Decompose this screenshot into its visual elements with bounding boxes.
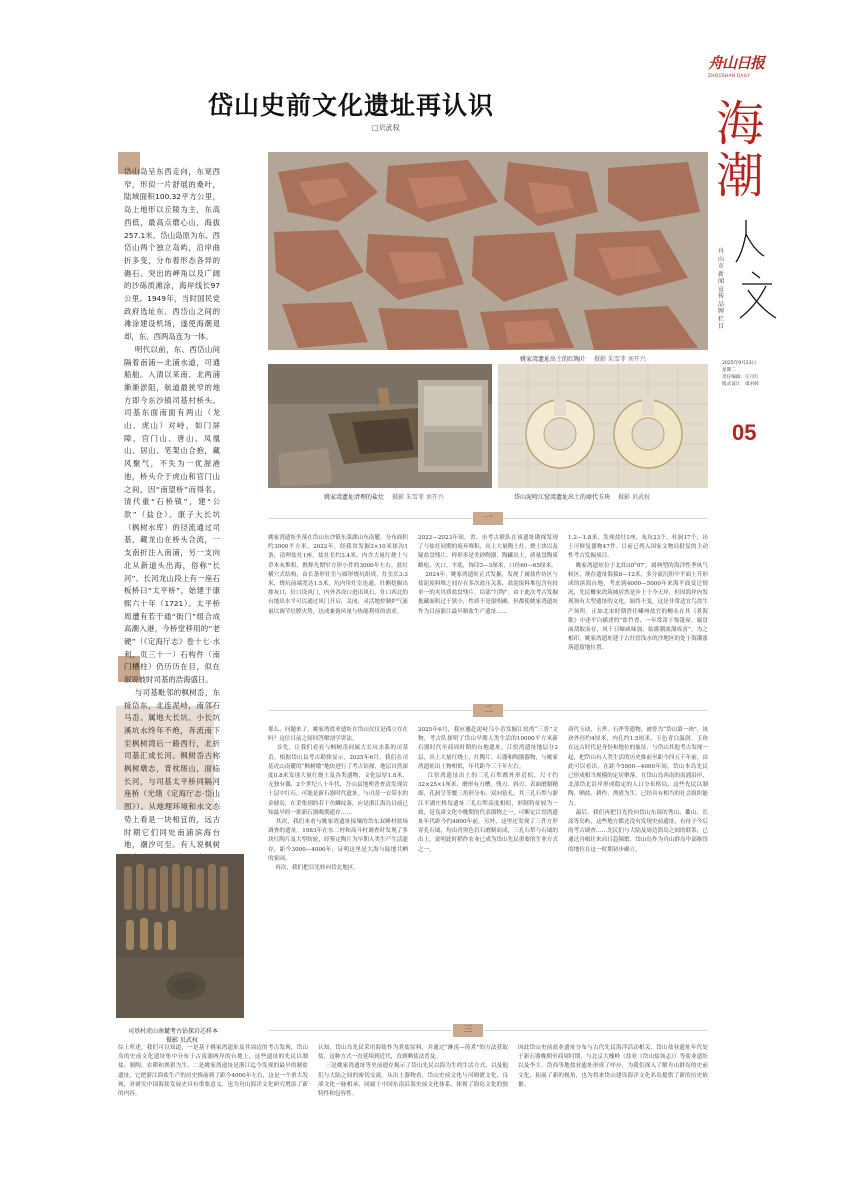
core-sample-caption: 司基村虎山南麓考古钻探岩芯样本 — [128, 1028, 219, 1035]
section-two-col-1: 那么，问题来了。姚家湾盐业遗址在岱山仅仅是孤立存在吗？这位目前之间回答解剖学讲法。 首先，让我们看看与枫树岙同属大长坑水系的司基岙。根据岱山县考古勘探显示，2025年6月，我们在司基虎山南麓的“枫树墩”地块进行了考古钻探，地层自然深度0.8米发现大量红烧土及各类遗物，文化层厚1.8米，无独有偶，2个世纪八十年代，吾山县地理普查清发现岩土层中红石，可能是新石器时代遗址。与司基一衣带水的金塘岛，在采集到的若干鱼鳞纹盔，应是浙江海岛目前已知最早的一批新石器晚期遗存…… 其次，我们来看与姚家湾遗址接壤的岱东双峰村盐场调查的遗址。1983年在东二村和高斗村调查时发现了多块红陶片及大型纺轮，经鉴定陶片为早期人类生产生活遗存，距今3000—4000年，证明这里是大海与陆地共栖的家园。 再次，我们把目光转向岱北地区。 — [268, 727, 408, 872]
issue-weekday: 星期二 — [722, 368, 736, 373]
column-title: 海 潮 — [716, 96, 765, 204]
newspaper-logo: 舟山日报 — [708, 54, 765, 72]
issue-date: 2025年9月23日 — [722, 361, 757, 366]
section-number-two: 二 — [473, 704, 503, 717]
newspaper-logo-en: ZHOUSHAN DAILY — [708, 74, 751, 79]
section-three-col-2: 认知。岱山岛先民采用海盐作为煮盐原料，并通过“淋卤—煎煮”的方法获取盐，这种方式一直延续到近代，直到晒盐法普及。 三是姚家湾遗址等史前遗存揭示了岱山先民以海为生的生活方式，以及他们与大陆之间的密切交流。从出土器物看，岱山史前文化与河姆渡文化、良渚文化一脉相承，同属于中国东南沿海史前文化体系，体现了海岛文化的独特性和包容性。 — [318, 1045, 508, 1098]
jade-jue-caption — [514, 492, 650, 501]
jade-jue-credit: 摄影 贝武权 — [617, 494, 650, 501]
section-two-col-3: 商代玉玦、玉斧、石斧等遗物，被誉为“岱山第一玦”，该玦外径约4厘米，内孔约1.5厘米，玉色青白温润。玉玦在远古时代是身份和地位的象征，与岱山其他考古发现一起，把岱山有人类生活的历史推前至距今四五千年前。由此可以看出，在距今5000—4000年间，岱山本岛先民已形成相当规模的定居聚落，在岱山岛西南的南浦沿岸、北部岱北沿岸形成稳定的人口分布格局，这些先民以制陶、晒盐、耕作、渔猎为生，已经具有相当的社会组织能力。 最后，我们再把目光投向岱山东部的秀山、衢山、长涂等岛屿，这些地方都还没有发现史前遗址，有待于今后的考古调查……先民们与大陆及周边海岛之间的联系，已通过舟楫往来而日趋频繁，岱山岛作为舟山群岛中部枢纽的地位在这一时期初步确立。 — [568, 727, 708, 853]
issue-editor: 责任编辑：庄月红 — [722, 375, 759, 380]
salt-stove-credit: 摄影 朱雪菲 刘开兴 — [391, 494, 444, 501]
pottery-shards-credit: 摄影 朱雪菲 刘开兴 — [593, 356, 646, 363]
section-number-three: 三 — [453, 1024, 483, 1037]
section-divider-three — [118, 1026, 708, 1034]
jade-jue-photo — [498, 364, 708, 488]
pottery-shards-caption-text: 姚家湾遗址出土的红陶片 — [520, 356, 587, 363]
masthead-logo — [708, 52, 766, 82]
salt-stove-caption-text: 姚家湾遗址清理的盐灶 — [324, 494, 385, 501]
section-one-col-3: 1.2—1.8米，发现盐灶1座，灰坑23个，柱洞17个，出土可修复器物47件。目前已列入国家文物局批复的主动性考古发掘项目。 姚家湾遗址位于北纬30°07′，属典型的海洋性季风气候区，现存遗址海拔8—12米，多分流沉积中平面上升形成的滨海台地，考虑到4000—5000年来海平面变迁情况，先民概家湾筑城居然是步上于今天岸，但因海岸内发现领有大型遗址的文化，始终不变，这是非常适宜鸟盘生产场所。正如北宋时期曾任嵊州盐官的柳永在其《煮海歌》中述平白描述的“盐竹香，一年常寄于饰篷屋，廊盘面刮取而存，风干日曝咸味加，始灌潮波溜成卤”。为之相印，姚家湾遗址建于古灶窑浅水的沙地区的处于海潮涨落遗留地位置。 — [568, 535, 708, 652]
section-one-col-2: 2022—2023年间，省、市考古联队在该遗址勘探发现了与盐灶同期的废弃堆积，出土大量陶土灶、烧土块以及疑盐盘残片，样形多是美砂陶器，陶罐出土，质量盘陶质略松，火口，平底，饰印3—3厘米，口径60—65厘米。 2024年，姚家湾遗址正式发掘，发现了属盐作坊区与盐泥废料堆之间存在多次盐压关系，盐泥废料堆包含有较单一的夹贝质盐盘残片，局部“红陶”。由于此次考古发掘抱藏面积过于狭小，性质不是很明确，但都使姚家湾遗址作为目前浙江最早制盐生产遗址…… — [418, 535, 558, 615]
section-divider-two — [268, 706, 708, 714]
section-two-col-2: 2025年6月，我应邀赴泥峙乌小岙发掘江窑湾“三普”文物，考古队探明了岱山早期人类生活的10000平方米新石器时代至商周时期的台地遗址，江窑湾遗址地层分2层，出土大量红烧土、红陶片、石器和陶器器物，与姚家湾遗址出土物相似，年代距今三千年左右。 江窑湾遗址出土的三孔石犁都外形近似，尺寸约32×25×1厘米，磨形有刃槽，残刃、斜刃、表面磨制精细，孔洞呈等腰三角形分布，双向钻孔，其三孔石犁与浙江平湖庄桥坟遗址三孔石犁高度相似，形制特征较为一致，是良渚文化中晚期的代表器物之一，可断定江窑湾遗址年代距今约4800年前。另外，这里还发现了三件方形穿孔石钺，均由青黑色岩石磨制而成，三孔石犁与石钺的出土，说明此时稻作农业已成为岱山先民重要的生业方式之一。 — [418, 727, 558, 853]
section-divider-one — [268, 514, 708, 522]
section-one-col-1: 姚家湾遗址坐落在岱山东沙镇东菜湖山东南麓，分布面积约3000平方米。2022年，经我省发掘2×10米探沟1条，清理盐灶1座，盐灶长约3.4米，内含大量红烧土与草木灰堆积，携释先期窄方形小件的3000年左右。盐灶横穴式结构，由长条形灶室与圆形烧坑组成，灶室长3.3米，烧坑前端宽达1.5米，坑内用灶室连通。灶侧挖掘出排灰口，灶口设风门，内外各设口进出风石，灶口西北的台地出水平可以通过风门开启，关闭，灵活地控制炉气流量以调节灶膛火势，达成兼备风量与热能利用的需求。 — [268, 535, 408, 615]
core-sample-photo — [116, 854, 244, 1018]
jade-jue-caption-text: 岱山泥峙江窑湾遗址出土的商代玉玦 — [514, 494, 611, 501]
section-number-one: 一 — [473, 512, 503, 525]
pottery-shards-caption — [520, 354, 646, 363]
pottery-shards-photo — [268, 152, 708, 350]
page-number: 05 — [732, 420, 757, 445]
article-author: □贝武权 — [372, 124, 400, 132]
article-title: 岱山史前文化遗址再认识 — [208, 91, 495, 120]
salt-stove-caption — [324, 492, 444, 501]
section-three-col-3: 因此岱山史前盐业遗址分布与古代先民海洋活动相关，岱山盐业遗址年代处于新石器晚期至商周时期，与北京大槐岭（盐业《岱山盐场志》）等盐业遗址以及李主、岱西等地盐业遗址形成了呼应，为我们深入了解舟山群岛的史前文化，拓展了新的视角，也为将来岱山建设海洋文化名岛提供了新的历史依据。 — [518, 1045, 708, 1088]
issue-info — [722, 360, 782, 388]
issue-designer: 版式设计：虞君韩 — [722, 382, 759, 387]
salt-stove-photo — [268, 364, 492, 488]
article-lead: 岱山岛呈东西走向，东宽西窄，形似一片舒展的桑叶，陆域面积100.32平方公里，岛上地形以丘陵为主，东高西低，最高点磨心山，海拔257.1米。岱山岛原为东、西岱山两个独立岛屿，沿岸曲折多变，分布着形态各异的礁石、突出的岬角以及广阔的沙砾质滩涂，海岸线长97公里。1949年，当时国民党政府选址东、西岱山之间的滩涂建设机场，遂使海潮退却，东、西两岛连为一体。 明代以前，东、西岱山间隔着南浦—北浦水道，可通船舶。入清以来南、北两浦渐渐淤阻，航道最狭窄的地方即今东沙镇司基村桥头。司基东面南面有两山（龙山、虎山）对峙，如门屏障，官门山、唐山、凤凰山、居山、笔架山合抱，藏风聚气，不失为一优渥港池，桥头介于虎山和官门山之间，因“南望桥”而得名。清代重“石桥镇”，建“公款”（盐仓）。康子大长坑（枫树水库）的径流通过司基，藏龙山在桥头合流，一支南折注入南浦，另一支向北从新道头出海，俗称“长河”。长河龙山段上有一座石板桥曰“太平桥”，始建于康熙六十年（1721）。太平桥周遭有若干通“街门”组合成高潮入港，今桥堂移用的“老硬”（《定海厅志》卷十七·水利，页三十一）石构件（南门槽柱）仍历历在目，似在叙说彼时司基的浩海盛日。 与司基毗邻的枫树岙，东接岱东，北连泥峙，南邻石马岙。属地大长坑、小长坑溪坑水终年不绝，奔流南下至枫树湾后一路西行，北折司基汇成长河。枫树岙古称枫树墩志，背枕斑山，面临长河，与司基太平桥同隔河座桥（光绪《定海厅志·岱山图》）。从地理环境和水文态势上看是一块相宜的，远古时期它们同处南浦滨海台地，潮汐可至。有人说枫树 — [124, 167, 220, 850]
column-desc: 舟山市新闻宣传品牌栏目 — [718, 248, 725, 330]
core-sample-credit: 摄影 贝武权 — [166, 1037, 198, 1044]
column-title-ren-wen — [732, 214, 784, 324]
section-three-col-1: 综上所述，我们可以知道，一是基于姚家湾遗址及其周边的考古发现，岱山岛的史前文化遗址集中分布于古南浦两岸的台地上，这些遗址的先民以制盐、制陶、农耕和渔猎为生。二是姚家湾遗址是浙江迄今发现的最早的制盐遗址，它把浙江海盐生产的历史推前到了距今4000年左右，这是一个重大发现，对研究中国海盐发展史具有重要意义，也为舟山海洋文化研究增添了新的内容。 — [118, 1045, 308, 1098]
